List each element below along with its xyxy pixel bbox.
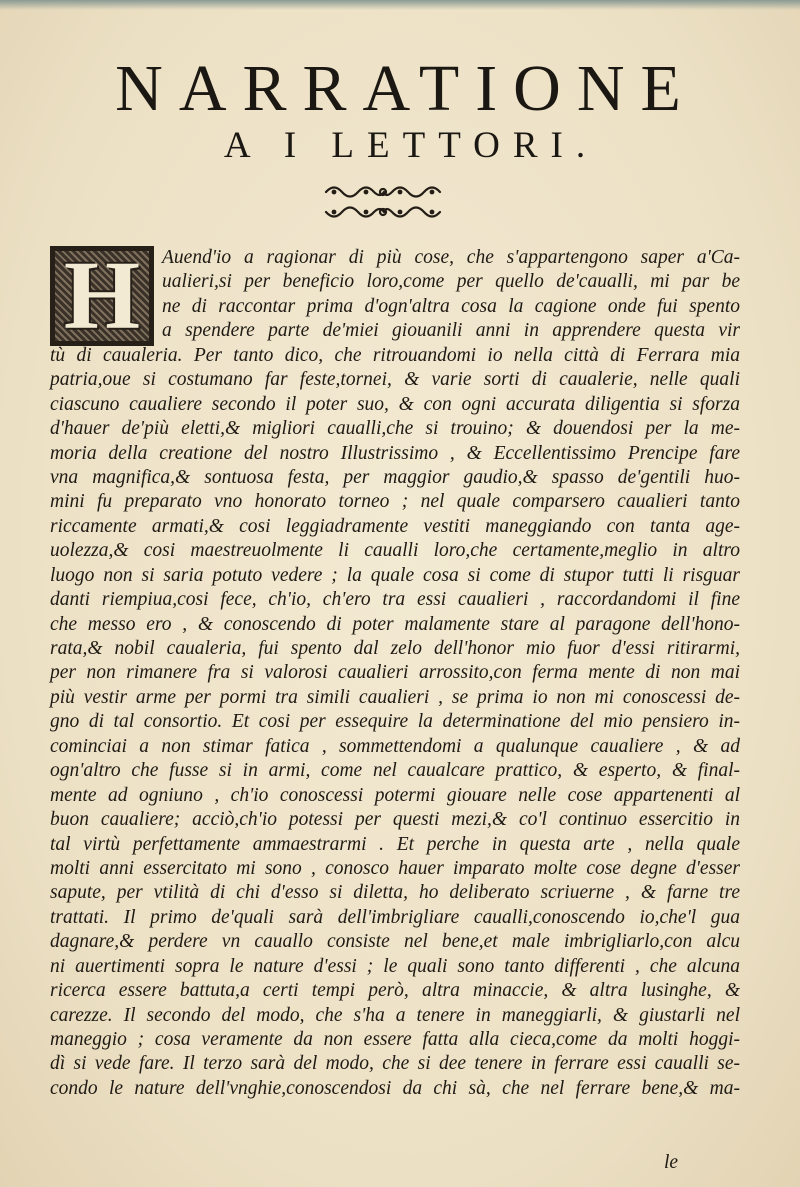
text-line: che messo ero , & conoscendo di poter malamente stare al paragone dell'hono- — [50, 613, 740, 635]
text-line: luogo non si saria potuto vedere ; la quale cosa si come di stupor tutti li risguar — [50, 564, 740, 586]
text-line: più vestir arme per pormi tra simili caualieri , se prima io non mi conoscessi de- — [50, 686, 740, 708]
text-line: mini fu preparato vno honorato torneo ; nel quale comparsero caualieri tanto — [50, 491, 740, 513]
text-line: maneggio ; cosa veramente da non essere fatta alla cieca,come da molti hoggi- — [50, 1029, 740, 1050]
text-line: uolezza,& cosi maestreuolmente li caualli loro,che certamente,meglio in altro — [50, 540, 740, 562]
text-line: ogn'altro che fusse si in armi, come nel caualcare prattico, & esperto, & final- — [50, 760, 740, 782]
text-line: carezze. Il secondo del modo, che s'ha a tenere in maneggiarli, & giustarli nel — [50, 1004, 740, 1026]
text-line: mente ad ogniuno , ch'io conoscessi potermi giouare nelle cose appartenenti al — [50, 784, 740, 806]
text-line: moria della creatione del nostro Illustrissimo , & Eccellentissimo Prencipe fare — [50, 442, 740, 464]
text-line: d'hauer de'più eletti,& migliori caualli,che si trouino; & douendosi per la me- — [50, 418, 740, 440]
text-line: per non rimanere fra si valorosi caualieri arrossito,con ferma mente di non mai — [50, 662, 740, 684]
text-line: dagnare,& perdere vn cauallo consiste nel bene,et male imbrigliarlo,con alcu — [50, 931, 740, 953]
text-line: dì si vede fare. Il terzo sarà del modo, che si dee tenere in ferrare essi caualli se- — [50, 1053, 740, 1075]
page-title: NARRATIONE — [115, 52, 697, 125]
text-line: tal virtù perfettamente ammaestrarmi . Et perche in questa arte , nella quale — [50, 833, 740, 855]
text-line: gno di tal consortio. Et cosi per essequire la determinatione del mio pensiero in- — [50, 711, 740, 733]
drop-cap-letter: H — [63, 246, 141, 346]
text-line: ricerca essere battuta,a certi tempi però, altra minaccie, & altra lusinghe, & — [50, 980, 740, 1002]
text-line: condo le nature dell'vnghie,conoscendosi da chi sà, che nel ferrare bene,& ma- — [50, 1077, 740, 1099]
fleuron-ornament-icon — [318, 178, 448, 226]
text-line: danti riempiua,cosi fece, ch'io, ch'ero tra essi caualieri , raccordandomi il fine — [50, 589, 740, 611]
text-line: buon caualiere; acciò,ch'io potessi per questi mezi,& co'l continuo essercitio in — [50, 809, 740, 831]
text-line: molti anni essercitato mi sono , conosco hauer imparato molte cose degne d'esser — [50, 857, 740, 879]
text-line: vna magnifica,& sontuosa festa, per maggior gaudio,& spasso de'gentili huo- — [50, 466, 740, 488]
page-edge — [0, 0, 800, 10]
text-line: Auend'io a ragionar di più cose, che s'appartengono saper a'Ca- — [162, 247, 740, 268]
body-text — [50, 246, 740, 1101]
text-line: trattati. Il primo de'quali sarà dell'imbrigliare caualli,conoscendo io,che'l gua — [50, 906, 740, 928]
text-line: sapute, per vtilità di chi d'esso si diletta, ho deliberato scriuerne , & farne tre — [50, 882, 740, 904]
text-line: a spendere parte de'miei giouanili anni in apprendere questa vir — [162, 320, 740, 342]
text-line: ciascuno caualiere secondo il poter suo, & con ogni accurata diligentia si sforza — [50, 393, 740, 415]
text-line: ne di raccontar prima d'ogn'altra cosa la cagione onde fui spento — [162, 295, 740, 317]
page-subtitle: A I LETTORI. — [223, 125, 599, 166]
text-line: riccamente armati,& cosi leggiadramente vestiti maneggiando con tanta age- — [50, 515, 740, 537]
text-line: ualieri,si per beneficio loro,come per quello de'caualli, mi par be — [162, 271, 740, 293]
text-line: patria,oue si costumano far feste,tornei, & varie sorti di caualerie, nelle quali — [50, 369, 740, 391]
text-line: cominciai a non stimar fatica , sommettendomi a qualunque caualiere , & ad — [50, 735, 740, 757]
text-line: rata,& nobil caualeria, fui spento dal zelo dell'honor mio fuor d'essi ritirarmi, — [50, 638, 740, 659]
text-line: tù di caualeria. Per tanto dico, che ritrouandomi io nella città di Ferrara mia — [50, 344, 740, 366]
catchword: le — [664, 1152, 679, 1173]
text-line: ni auertimenti sopra le nature d'essi ; le quali sono tanto differenti , che alcuna — [50, 955, 740, 977]
